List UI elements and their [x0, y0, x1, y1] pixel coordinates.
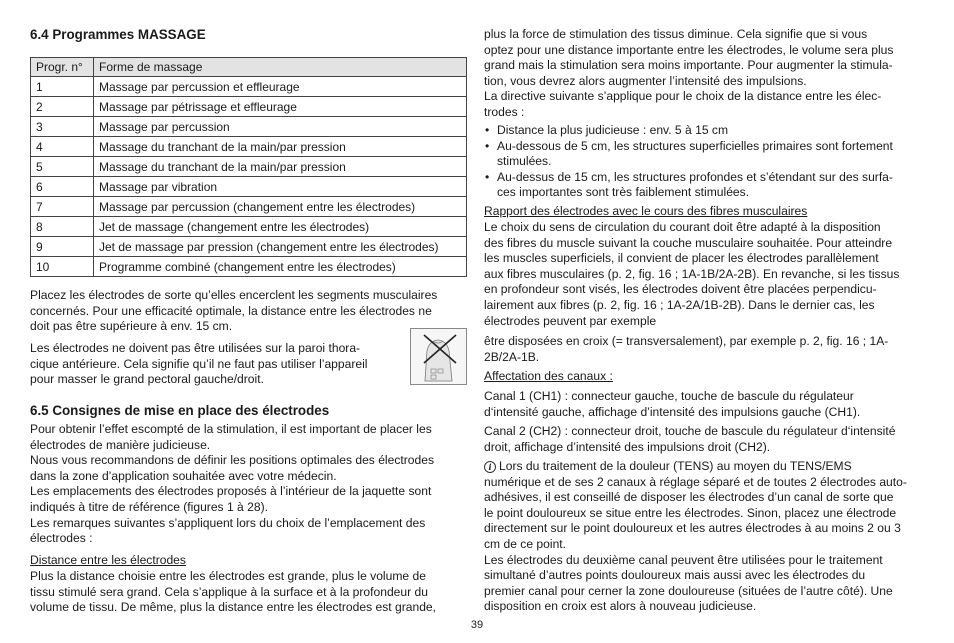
paragraph-thorax: [30, 341, 405, 388]
placement-text: Placez les électrodes de sorte qu’elles encerclent les segments musculaires: [30, 288, 438, 302]
rapport-line: [484, 251, 924, 267]
rapport-line: [484, 236, 924, 252]
paragraph-placement: [30, 288, 467, 335]
massage-programs-table: [30, 57, 467, 277]
canal-1-text: d‘intensité gauche, affichage d’intensité des impulsions gauche (CH1).: [484, 404, 861, 419]
tens-text: Lors du traitement de la douleur (TENS) au moyen du TENS/EMS: [499, 459, 852, 473]
bullet-text: Distance la plus judicieuse : env. 5 à 15 cm: [497, 123, 729, 137]
thorax-text: cique antérieure. Cela signifie qu’il ne faut pas utiliser l’appareil: [30, 356, 368, 371]
massage-form-cell: Massage par percussion (changement entre les électrodes): [94, 197, 467, 217]
bullet-text: Au-dessous de 5 cm, les structures superficielles primaires sont fortement: [497, 138, 893, 153]
rapport-text: en profondeur sont visés, les électrodes doivent être placées perpendicu-: [484, 282, 877, 297]
force-text: trodes :: [484, 104, 525, 119]
massage-form-cell: Jet de massage par pression (changement entre les électrodes): [94, 237, 467, 257]
tens-line: [484, 568, 924, 584]
distance-line: [30, 600, 467, 616]
tens-text: adhésives, il est conseillé de disposer les électrodes d’un canal de sorte que: [484, 490, 894, 505]
rapport-text: électrodes peuvent par exemple: [484, 313, 657, 328]
rapport-line: [484, 298, 924, 314]
tens-text: directement sur le point douloureux et les autres électrodes à au moins 2 ou 3: [484, 521, 901, 536]
subheading-rapport: Rapport des électrodes avec le cours des fibres musculaires: [484, 204, 808, 218]
tens-text: cm de ce point.: [484, 536, 567, 551]
info-icon: i: [484, 461, 496, 473]
force-text: optez pour une distance importante entre les électrodes, le volume sera plus: [484, 42, 894, 57]
positioning-text: électrodes de manière judicieuse.: [30, 437, 211, 452]
table-row: [31, 257, 467, 277]
program-number-cell: 4: [31, 137, 94, 157]
massage-form-cell: Programme combiné (changement entre les électrodes): [94, 257, 467, 277]
placement-text: concernés. Pour une efficacité optimale, la distance entre les électrodes ne: [30, 303, 432, 318]
table-header-cell: Forme de massage: [94, 58, 467, 77]
massage-form-cell: Jet de massage (changement entre les électrodes): [94, 217, 467, 237]
force-line: [484, 74, 924, 90]
force-text: grand mais la stimulation sera moins importante. Pour augmenter la stimula-: [484, 58, 893, 73]
massage-form-cell: Massage par percussion et effleurage: [94, 77, 467, 97]
massage-form-cell: Massage par vibration: [94, 177, 467, 197]
subheading-affectation: Affectation des canaux :: [484, 369, 613, 383]
tens-text: disposition en croix est alors à nouveau judicieuse.: [484, 599, 757, 614]
table-header-cell: Progr. n°: [31, 58, 94, 77]
tens-line: [484, 521, 924, 537]
distance-line: [30, 585, 467, 601]
tens-text: premier canal pour cerner la zone douloureuse (situées de l’autre côté). Une: [484, 583, 893, 598]
rapport-line: [484, 220, 924, 236]
thorax-text: Les électrodes ne doivent pas être utilisées sur la paroi thora-: [30, 341, 361, 355]
rapport-text: lairement aux fibres (p. 2, fig. 16 ; 1A-2A/1B-2B). Dans le dernier cas, les: [484, 297, 875, 312]
positioning-text: Les emplacements des électrodes proposés à l’intérieur de la jaquette sont: [30, 484, 432, 499]
bullet-item: [484, 123, 924, 139]
force-line: [484, 27, 924, 43]
table-row: [31, 97, 467, 117]
positioning-line: [30, 531, 467, 547]
subheading-distance: Distance entre les électrodes: [30, 553, 186, 567]
force-line: [484, 58, 924, 74]
positioning-line: [30, 438, 467, 454]
positioning-line: [30, 484, 467, 500]
canal-2-text: droit, affichage d’intensité des impulsions droit (CH2).: [484, 439, 771, 454]
canal-2-line: [484, 440, 924, 456]
bullet-item: [484, 170, 924, 201]
thorax-text: pour masser le grand pectoral gauche/droit.: [30, 372, 264, 387]
rapport-text: les muscles superficiels, il convient de placer les électrodes parallèlement: [484, 251, 879, 266]
program-number-cell: 8: [31, 217, 94, 237]
massage-form-cell: Massage par percussion: [94, 117, 467, 137]
program-number-cell: 6: [31, 177, 94, 197]
tens-line: [484, 537, 924, 553]
canal-2-line: [484, 424, 924, 440]
thorax-line: [30, 372, 405, 388]
tens-text: le point douloureux se situe entre les électrodes. Sinon, placez une électrode: [484, 505, 897, 520]
force-line: [484, 89, 924, 105]
positioning-line: [30, 500, 467, 516]
tens-line: [484, 459, 924, 475]
force-text: plus la force de stimulation des tissus diminue. Cela signifie que si vous: [484, 27, 868, 41]
tens-line: [484, 584, 924, 600]
positioning-line: [30, 516, 467, 532]
positioning-line: [30, 422, 467, 438]
positioning-text: Pour obtenir l’effet escompté de la stimulation, il est important de placer les: [30, 422, 432, 436]
rapport-text: des fibres du muscle suivant la couche musculaire souhaitée. Pour atteindre: [484, 235, 893, 250]
canal-2-text: Canal 2 (CH2) : connecteur droit, touche de bascule du régulateur d‘intensité: [484, 424, 896, 438]
paragraph-positioning: [30, 422, 467, 547]
canal-1-text: Canal 1 (CH1) : connecteur gauche, touche de bascule du régulateur: [484, 389, 854, 403]
force-text: tion, vous devrez alors augmenter l’intensité des impulsions.: [484, 73, 807, 88]
table-row: [31, 177, 467, 197]
force-line: [484, 105, 924, 121]
table-row: [31, 117, 467, 137]
tens-line: [484, 553, 924, 569]
force-text: La directive suivante s’applique pour le choix de la distance entre les élec-: [484, 89, 882, 104]
tens-line: [484, 475, 924, 491]
positioning-text: électrodes :: [30, 531, 93, 546]
thorax-crossed-icon: [411, 329, 466, 384]
table-row: [31, 157, 467, 177]
table-header-row: [31, 58, 467, 77]
table-row: [31, 217, 467, 237]
rapport-line: [484, 267, 924, 283]
placement-line: [30, 304, 467, 320]
positioning-text: indiqués à titre de référence (figures 1 à 28).: [30, 499, 268, 514]
distance-bullet-list: [484, 123, 924, 201]
positioning-text: Les remarques suivantes s’appliquent lors du choix de l’emplacement des: [30, 515, 426, 530]
canal-1-line: [484, 389, 924, 405]
rapport-text: aux fibres musculaires (p. 2, fig. 16 ; 1A-1B/2A-2B). En revanche, si les tissus: [484, 266, 900, 281]
bullet-text: stimulées.: [497, 154, 552, 169]
croix-text: être disposées en croix (= transversalement), par exemple p. 2, fig. 16 ; 1A-: [484, 334, 889, 348]
table-row: [31, 197, 467, 217]
tens-text: Les électrodes du deuxième canal peuvent être utilisées pour le traitement: [484, 552, 883, 567]
bullet-item: [484, 139, 924, 170]
force-line: [484, 43, 924, 59]
tens-text: simultané d’autres points douloureux mais aussi avec les électrodes du: [484, 568, 866, 583]
program-number-cell: 1: [31, 77, 94, 97]
placement-line: [30, 288, 467, 304]
table-row: [31, 137, 467, 157]
thorax-line: [30, 341, 405, 357]
section-heading-6-4: 6.4 Programmes MASSAGE: [30, 27, 206, 42]
program-number-cell: 9: [31, 237, 94, 257]
paragraph-croix: [484, 334, 924, 365]
tens-line: [484, 490, 924, 506]
paragraph-tens: [484, 459, 924, 615]
program-number-cell: 3: [31, 117, 94, 137]
paragraph-canal-2: [484, 424, 924, 455]
rapport-line: [484, 314, 924, 330]
distance-text: volume de tissu. De même, plus la distance entre les électrodes est grande,: [30, 600, 437, 615]
bullet-text: Au-dessus de 15 cm, les structures profondes et s’étendant sur des surfa-: [497, 169, 893, 184]
paragraph-force: [484, 27, 924, 121]
program-number-cell: 7: [31, 197, 94, 217]
tens-text: numérique et de ses 2 canaux à réglage séparé et de toutes 2 électrodes auto-: [484, 474, 907, 489]
bullet-text: ces importantes sont très faiblement stimulées.: [497, 185, 750, 200]
croix-line: [484, 350, 924, 366]
paragraph-distance: [30, 569, 467, 616]
rapport-text: Le choix du sens de circulation du courant doit être adapté à la disposition: [484, 220, 881, 234]
positioning-text: Nous vous recommandons de définir les positions optimales des électrodes: [30, 453, 435, 468]
table-row: [31, 77, 467, 97]
positioning-line: [30, 453, 467, 469]
massage-form-cell: Massage du tranchant de la main/par pression: [94, 157, 467, 177]
positioning-text: dans la zone d’application souhaitée avec votre médecin.: [30, 468, 337, 483]
distance-text: Plus la distance choisie entre les électrodes est grande, plus le volume de: [30, 569, 426, 583]
page-number: 39: [470, 619, 484, 631]
placement-line: [30, 319, 467, 335]
section-heading-6-5: 6.5 Consignes de mise en place des électrodes: [30, 403, 330, 418]
paragraph-canal-1: [484, 389, 924, 420]
distance-line: [30, 569, 467, 585]
distance-text: tissu stimulé sera grand. Cela s’applique à la surface et à la profondeur du: [30, 584, 428, 599]
tens-line: [484, 506, 924, 522]
thorax-line: [30, 357, 405, 373]
massage-form-cell: Massage du tranchant de la main/par pression: [94, 137, 467, 157]
positioning-line: [30, 469, 467, 485]
placement-text: doit pas être supérieure à env. 15 cm.: [30, 319, 233, 334]
tens-line: [484, 599, 924, 615]
rapport-line: [484, 282, 924, 298]
program-number-cell: 5: [31, 157, 94, 177]
paragraph-rapport: [484, 220, 924, 329]
croix-text: 2B/2A-1B.: [484, 349, 540, 364]
thorax-prohibition-figure: [410, 328, 467, 385]
croix-line: [484, 334, 924, 350]
table-row: [31, 237, 467, 257]
canal-1-line: [484, 405, 924, 421]
program-number-cell: 10: [31, 257, 94, 277]
massage-form-cell: Massage par pétrissage et effleurage: [94, 97, 467, 117]
program-number-cell: 2: [31, 97, 94, 117]
